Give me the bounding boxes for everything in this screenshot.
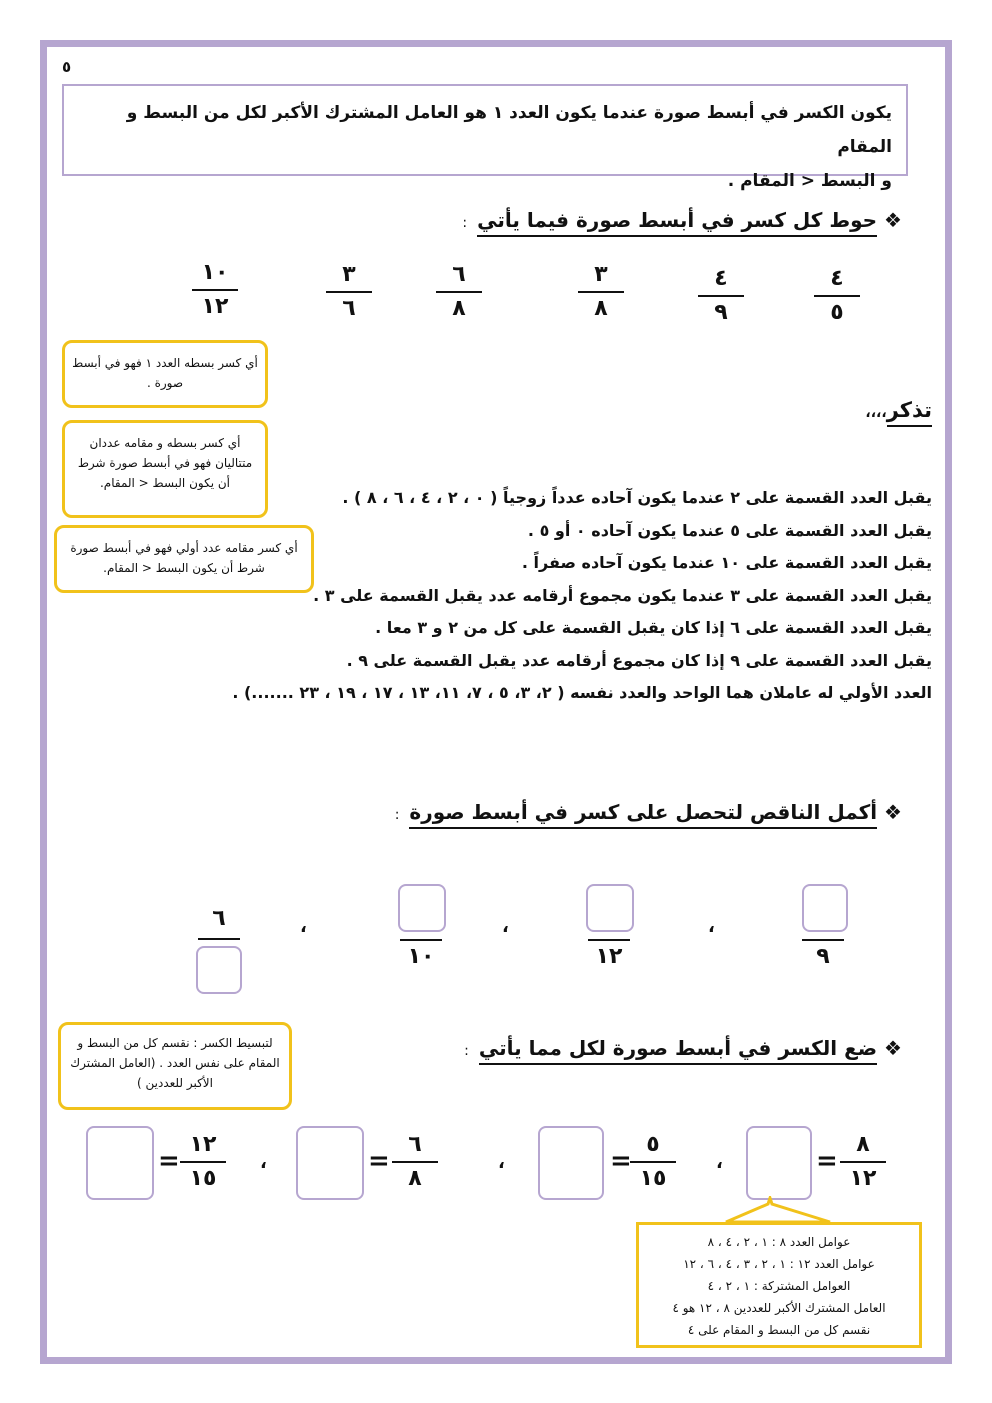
fraction-bar — [578, 291, 624, 293]
fraction-bar — [802, 939, 844, 941]
fraction-bar — [436, 291, 482, 293]
fraction-5[interactable] — [326, 262, 372, 322]
callout-arrow — [726, 1198, 830, 1222]
denominator: ٩ — [816, 944, 830, 969]
denominator: ١٥ — [639, 1166, 667, 1191]
fraction-5-15 — [630, 1132, 676, 1192]
numerator: ٤ — [830, 266, 844, 291]
remember-title: تذكر — [887, 398, 932, 427]
fraction-bar — [840, 1161, 886, 1163]
numerator: ٤ — [714, 266, 728, 291]
rule-9: يقبل العدد القسمة على ٩ إذا كان مجموع أرقامه عدد يقبل القسمة على ٩ . — [346, 650, 932, 670]
callout-line: عوامل العدد ١٢ : ١ ، ٢ ، ٣ ، ٤ ، ٦ ، ١٢ — [683, 1257, 875, 1271]
denominator: ٦ — [342, 296, 356, 321]
fraction-8-12 — [840, 1132, 886, 1192]
numerator: ٨ — [856, 1132, 870, 1157]
diamond-bullet-icon: ❖ — [877, 800, 902, 824]
note-prime-denominator: أي كسر مقامه عدد أولي فهو في أبسط صورة شرط أن يكون البسط < المقام. — [54, 525, 314, 593]
numerator: ٦ — [452, 262, 466, 287]
equals-sign: = — [610, 1146, 632, 1176]
fraction-bar — [588, 939, 630, 941]
answer-input-box[interactable] — [86, 1126, 154, 1200]
definition-line-2: و البسط < المقام . — [727, 171, 892, 191]
denominator: ٨ — [452, 296, 466, 321]
fraction-bar — [814, 295, 860, 297]
fraction-3[interactable] — [578, 262, 624, 322]
callout-line: نقسم كل من البسط و المقام على ٤ — [687, 1323, 871, 1337]
section2-title: أكمل الناقص لتحصل على كسر في أبسط صورة — [409, 800, 877, 829]
section3-colon: : — [464, 1043, 469, 1059]
separator: ، — [708, 916, 715, 937]
denominator: ١٢ — [595, 944, 623, 969]
divisibility-rules — [192, 482, 932, 710]
fraction-bar — [180, 1161, 226, 1163]
fraction-4[interactable] — [436, 262, 482, 322]
numerator-input-box[interactable] — [802, 884, 848, 932]
fraction-6-8 — [392, 1132, 438, 1192]
fraction-2[interactable] — [698, 266, 744, 326]
definition-box — [62, 84, 908, 191]
denominator: ٨ — [594, 296, 608, 321]
fraction-bar — [198, 938, 240, 940]
separator: ، — [300, 916, 307, 937]
rule-2: يقبل العدد القسمة على ٢ عندما يكون آحاده عدداً زوجياً ( ٠ ، ٢ ، ٤ ، ٦ ، ٨ ) . — [342, 488, 932, 507]
denominator: ٥ — [830, 300, 844, 325]
denominator: ١٢ — [849, 1166, 877, 1191]
factors-callout — [636, 1222, 922, 1348]
separator: ، — [716, 1152, 723, 1173]
fraction-bar — [630, 1161, 676, 1163]
fraction-1[interactable] — [814, 266, 860, 326]
numerator: ٦ — [212, 906, 226, 931]
denominator-input-box[interactable] — [196, 946, 242, 994]
answer-input-box[interactable] — [746, 1126, 812, 1200]
denominator: ١٠ — [407, 944, 435, 969]
numerator: ٣ — [342, 262, 356, 287]
rule-5: يقبل العدد القسمة على ٥ عندما يكون آحاده ٠ أو ٥ . — [527, 520, 932, 540]
numerator: ١٢ — [189, 1132, 217, 1157]
fraction-12-15 — [180, 1132, 226, 1192]
denominator: ٨ — [408, 1166, 422, 1191]
numerator-input-box[interactable] — [398, 884, 446, 932]
note-numerator-one: أي كسر بسطه العدد ١ فهو في أبسط صورة . — [62, 340, 268, 408]
rule-prime: العدد الأولي له عاملان هما الواحد والعدد نفسه ( ٢، ٣، ٥ ، ٧، ١١، ١٣ ، ١٧ ، ١٩ ، ٢٣ .......) . — [232, 683, 932, 702]
fraction-bar — [192, 289, 238, 291]
equals-sign: = — [158, 1146, 180, 1176]
denominator: ١٥ — [189, 1166, 217, 1191]
fraction-bar — [326, 291, 372, 293]
diamond-bullet-icon: ❖ — [877, 208, 902, 232]
callout-line: عوامل العدد ٨ : ١ ، ٢ ، ٤ ، ٨ — [707, 1235, 851, 1249]
denominator: ٩ — [714, 300, 728, 325]
numerator: ٥ — [646, 1132, 660, 1157]
section3-heading — [464, 1036, 902, 1060]
separator: ، — [498, 1152, 505, 1173]
section2-heading — [395, 800, 902, 824]
denominator: ١٢ — [201, 294, 229, 319]
separator: ، — [502, 916, 509, 937]
numerator: ١٠ — [201, 260, 229, 285]
fraction-6[interactable] — [192, 260, 238, 320]
fraction-bar — [392, 1161, 438, 1163]
rule-6: يقبل العدد القسمة على ٦ إذا كان يقبل القسمة على كل من ٢ و ٣ معا . — [375, 618, 932, 637]
note-simplify: لتبسيط الكسر : نقسم كل من البسط و المقام على نفس العدد . (العامل المشترك الأكبر للعددين ) — [58, 1022, 292, 1110]
section1-colon: : — [462, 215, 468, 231]
numerator: ٦ — [408, 1132, 422, 1157]
fraction-bar — [698, 295, 744, 297]
answer-input-box[interactable] — [538, 1126, 604, 1200]
section3-title: ضع الكسر في أبسط صورة لكل مما يأتي — [479, 1036, 877, 1065]
numerator: ٣ — [594, 262, 608, 287]
equals-sign: = — [368, 1146, 390, 1176]
callout-line: العامل المشترك الأكبر للعددين ٨ ، ١٢ هو ٤ — [672, 1301, 886, 1315]
section1-title: حوط كل كسر في أبسط صورة فيما يأتي — [477, 208, 877, 237]
fraction-bar — [400, 939, 442, 941]
remember-dots: ،،،، — [865, 405, 887, 421]
equals-sign: = — [816, 1146, 838, 1176]
separator: ، — [260, 1152, 267, 1173]
note-consecutive: أي كسر بسطه و مقامه عددان متتاليان فهو في أبسط صورة شرط أن يكون البسط < المقام. — [62, 420, 268, 518]
page-number: ٥ — [62, 58, 72, 76]
remember-heading — [865, 398, 932, 422]
definition-line-1: يكون الكسر في أبسط صورة عندما يكون العدد ١ هو العامل المشترك الأكبر لكل من البسط و المقام — [126, 103, 892, 157]
section1-heading — [462, 208, 902, 232]
numerator-input-box[interactable] — [586, 884, 634, 932]
section2-colon: : — [394, 807, 400, 823]
rule-10: يقبل العدد القسمة على ١٠ عندما يكون آحاده صفراً . — [521, 553, 932, 572]
answer-input-box[interactable] — [296, 1126, 364, 1200]
diamond-bullet-icon: ❖ — [877, 1036, 902, 1060]
callout-line: العوامل المشتركة : ١ ، ٢ ، ٤ — [707, 1279, 851, 1293]
rule-3: يقبل العدد القسمة على ٣ عندما يكون مجموع أرقامه عدد يقبل القسمة على ٣ . — [313, 585, 932, 605]
